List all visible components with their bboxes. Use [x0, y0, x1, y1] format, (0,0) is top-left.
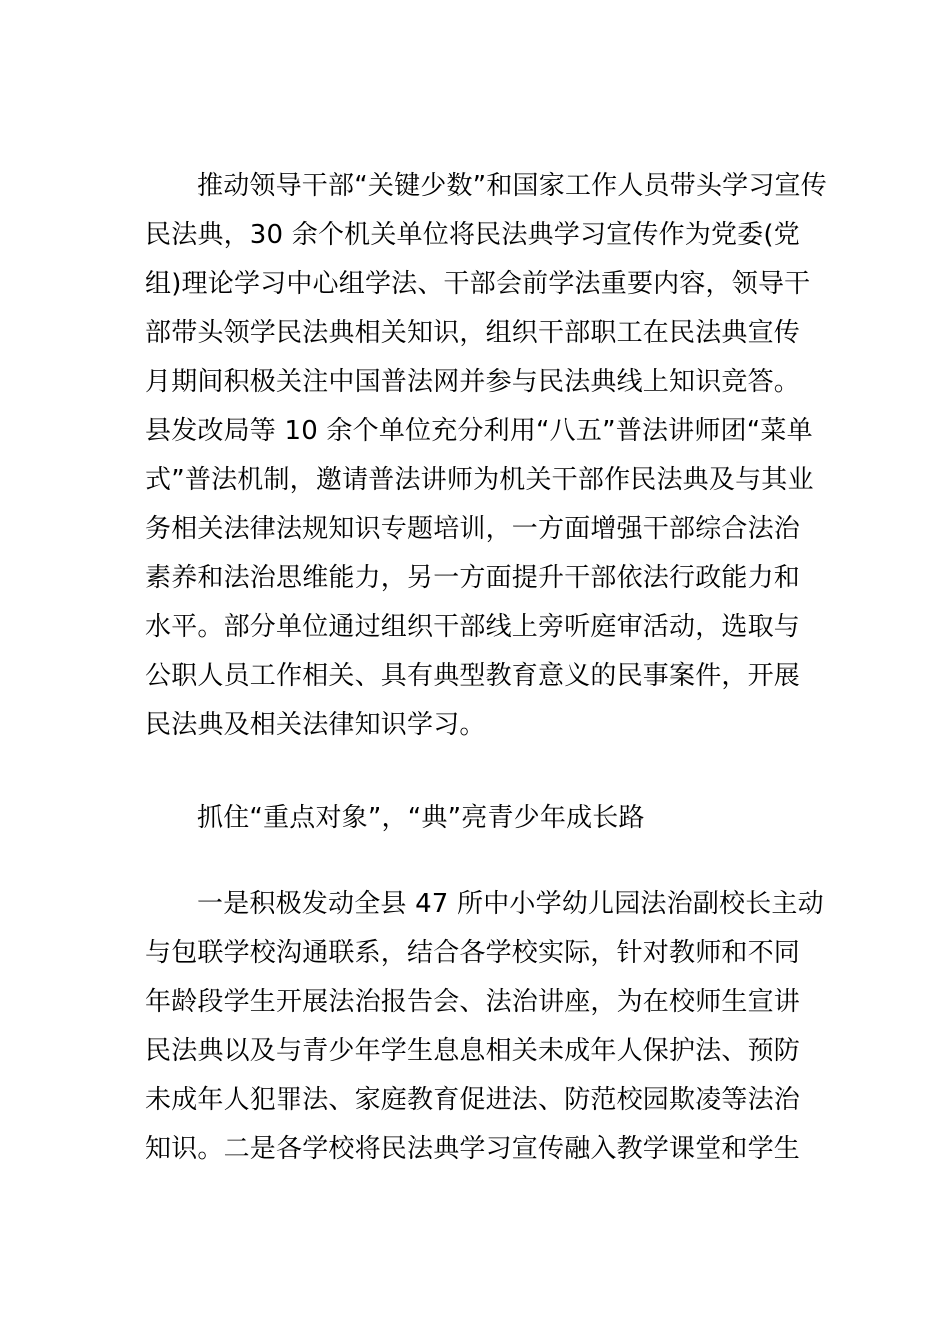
paragraph-1-line-5: 月期间积极关注中国普法网并参与民法典线上知识竞答。: [145, 367, 801, 397]
paragraph-1-line-8: 务相关法律法规知识专题培训，一方面增强干部综合法治: [145, 514, 801, 544]
paragraph-2-line-6: 知识。二是各学校将民法典学习宣传融入教学课堂和学生: [145, 1134, 801, 1164]
paragraph-1-line-12: 民法典及相关法律知识学习。: [145, 710, 486, 740]
paragraph-2-line-2: 与包联学校沟通联系，结合各学校实际，针对教师和不同: [145, 938, 801, 968]
paragraph-1-line-1: 推动领导干部“关键少数”和国家工作人员带头学习宣传: [197, 171, 827, 201]
paragraph-2-line-1: 一是积极发动全县 47 所中小学幼儿园法治副校长主动: [197, 889, 824, 919]
paragraph-1-line-10: 水平。部分单位通过组织干部线上旁听庭审活动，选取与: [145, 612, 801, 642]
paragraph-2-line-3: 年龄段学生开展法治报告会、法治讲座，为在校师生宣讲: [145, 987, 801, 1017]
paragraph-1-line-4: 部带头领学民法典相关知识，组织干部职工在民法典宣传: [145, 318, 801, 348]
paragraph-1-line-9: 素养和法治思维能力，另一方面提升干部依法行政能力和: [145, 563, 801, 593]
section-heading: 抓住“重点对象”，“典”亮青少年成长路: [197, 803, 645, 833]
paragraph-1-line-6: 县发改局等 10 余个单位充分利用“八五”普法讲师团“菜单: [145, 416, 813, 446]
paragraph-1-line-7: 式”普法机制，邀请普法讲师为机关干部作民法典及与其业: [145, 465, 814, 495]
paragraph-1-line-3: 组)理论学习中心组学法、干部会前学法重要内容，领导干: [145, 269, 811, 299]
paragraph-2-line-4: 民法典以及与青少年学生息息相关未成年人保护法、预防: [145, 1036, 801, 1066]
paragraph-1-line-2: 民法典，30 余个机关单位将民法典学习宣传作为党委(党: [145, 220, 800, 250]
paragraph-2-line-5: 未成年人犯罪法、家庭教育促进法、防范校园欺凌等法治: [145, 1085, 801, 1115]
paragraph-1-line-11: 公职人员工作相关、具有典型教育意义的民事案件，开展: [145, 661, 801, 691]
